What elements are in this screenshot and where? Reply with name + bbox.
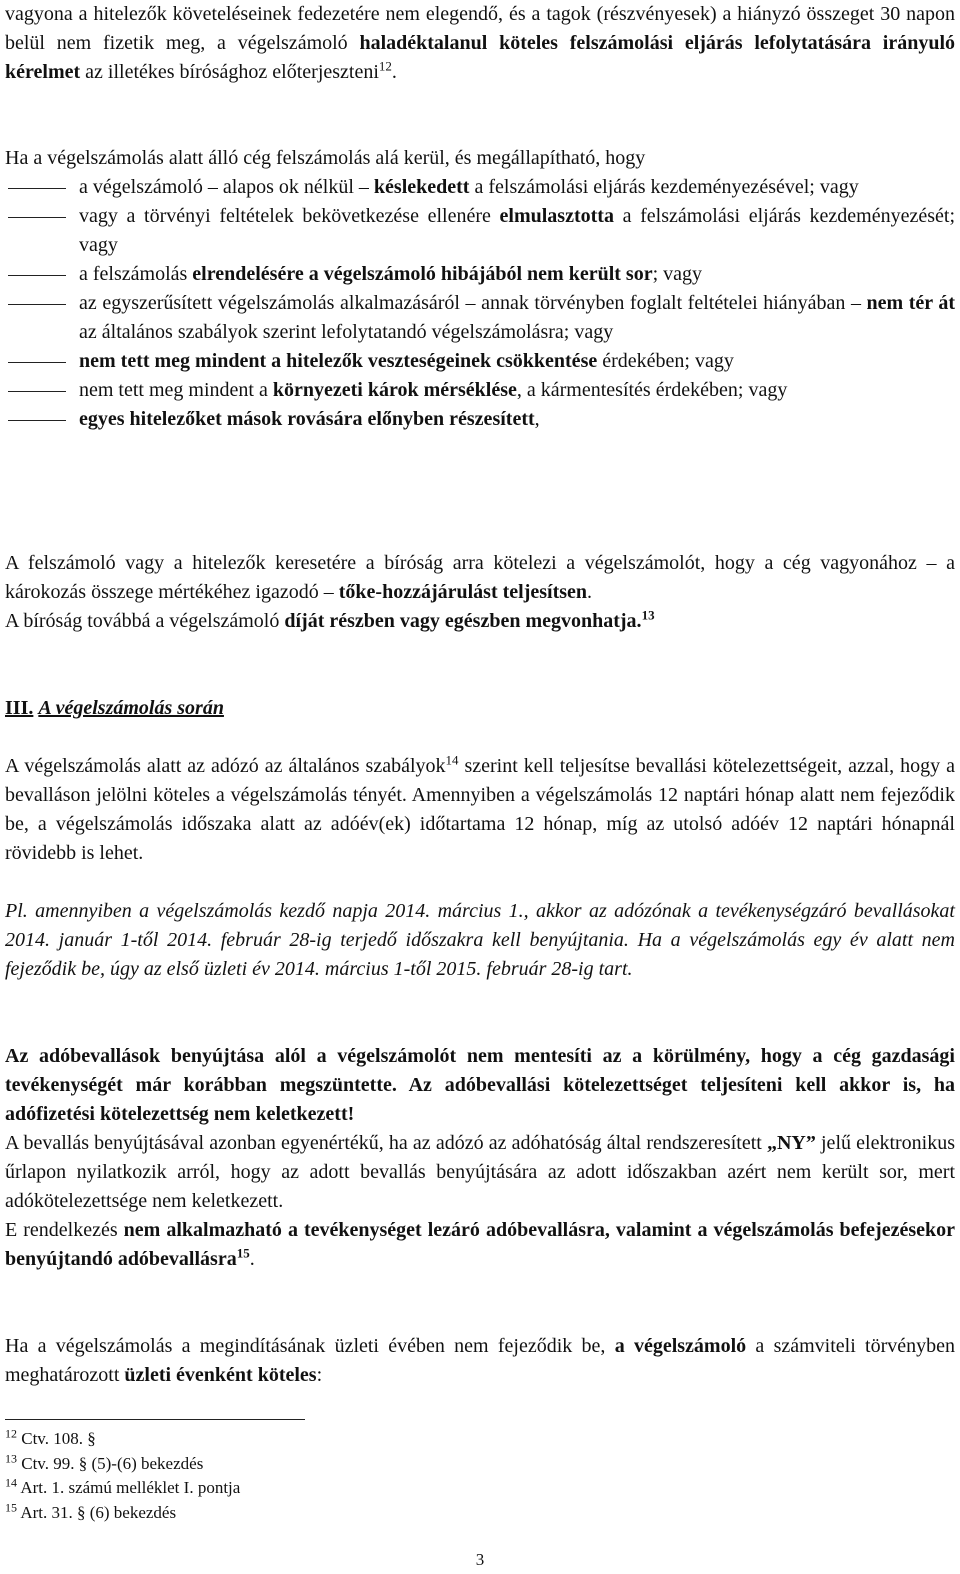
capital-contribution-section: [5, 549, 955, 636]
bold-text: egyes hitelezőket mások rovására előnyben részesített: [79, 408, 535, 430]
footnote-ref[interactable]: 14: [445, 752, 459, 768]
list-item: [5, 376, 955, 405]
text: a felszámolási eljárás kezdeményezésével; vagy: [469, 176, 859, 198]
bold-text: üzleti évenként köteles: [124, 1364, 317, 1386]
bold-text: nem alkalmazható a tevékenységet lezáró adóbevallásra, valamint a végelszámolás befejezésekor benyújtandó adóbevallásra: [5, 1219, 955, 1270]
text: A bevallás benyújtásával azonban egyenértékű, ha az adózó az adóhatóság által rendszeresített: [5, 1132, 767, 1154]
text: a végelszámoló – alapos ok nélkül –: [79, 176, 374, 198]
footnote-number: 15: [5, 1499, 17, 1514]
bold-text: tőke-hozzájárulást teljesítsen: [338, 581, 588, 603]
footnote-number: 13: [5, 1450, 17, 1465]
section-heading: [5, 694, 224, 723]
text: az illetékes bírósághoz előterjeszteni: [80, 61, 379, 83]
paragraph-exception: [5, 1216, 955, 1274]
bold-text: díját részben vagy egészben megvonhatja.: [284, 610, 642, 632]
paragraph-fee-withdrawal: [5, 607, 955, 636]
footnote-text: Art. 1. számú melléklet I. pontja: [20, 1478, 241, 1497]
paragraph-obligation: [5, 1042, 955, 1129]
text: érdekében; vagy: [597, 350, 734, 372]
liability-section: [5, 144, 955, 434]
footnote-ref[interactable]: 15: [236, 1245, 250, 1261]
text: A bíróság továbbá a végelszámoló: [5, 610, 285, 632]
text: A felszámoló vagy a hitelezők keresetére a bíróság arra kötelezi a végelszámolót, hogy a cég vagyonához – a károkozás összege mértékéhez igazodó –: [5, 552, 955, 603]
paragraph-business-year: [5, 1332, 955, 1390]
text: , a kármentesítés érdekében; vagy: [516, 379, 788, 401]
bold-text: Az adóbevallások benyújtása alól a végelszámolót nem mentesíti az a körülmény, hogy a cég gazdasági tevékenységét már korábban megszüntette. Az adóbevallási kötelezettséget teljesíteni kell akkor is, ha adófizetési kötelezettség nem keletkezett!: [5, 1045, 955, 1125]
section-title: A végelszámolás során: [38, 697, 224, 719]
section-number: III.: [5, 697, 34, 719]
text: nem tett meg mindent a: [79, 379, 273, 401]
paragraph-liquidation-request: [5, 0, 955, 87]
text: .: [587, 581, 593, 603]
text: .: [249, 1248, 255, 1270]
text: A végelszámolás alatt az adózó az általános szabályok: [5, 755, 446, 777]
footnote: [5, 1476, 240, 1501]
text: E rendelkezés: [5, 1219, 124, 1241]
bold-text: haladéktalanul köteles felszámolási eljárás lefolytatására irányuló kérelmet: [5, 32, 955, 83]
text: ; vagy: [652, 263, 703, 285]
footnote-ref[interactable]: 12: [378, 58, 392, 74]
footnote: [5, 1501, 240, 1526]
bold-text: nem tett meg mindent a hitelezők veszteségeinek csökkentése: [79, 350, 598, 372]
list-item: [5, 347, 955, 376]
text: a számviteli törvényben meghatározott: [5, 1335, 956, 1386]
text: a felszámolás: [79, 263, 193, 285]
bold-text: késlekedett: [373, 176, 470, 198]
text: vagyona a hitelezők követeléseinek fedezetére nem elegendő, és a tagok (részvényesek) a hiányzó összeget 30 napon belül nem fizetik meg, a végelszámoló: [5, 3, 955, 54]
text: az általános szabályok szerint lefolytatandó végelszámolásra; vagy: [79, 321, 614, 343]
footnote-number: 14: [5, 1475, 17, 1490]
footnote-number: 12: [5, 1426, 17, 1441]
list-item: [5, 202, 955, 260]
list-item: [5, 405, 955, 434]
footnote-text: Ctv. 99. § (5)-(6) bekezdés: [21, 1453, 204, 1473]
page-number: 3: [475, 1550, 485, 1569]
paragraph-ny-form: [5, 1129, 955, 1216]
text: .: [391, 61, 397, 83]
text: az egyszerűsített végelszámolás alkalmazásáról – annak törvényben foglalt feltételei hiányában –: [79, 292, 867, 314]
list-item: [5, 173, 955, 202]
paragraph-intro: Ha a végelszámolás alatt álló cég felszámolás alá kerül, és megállapítható, hogy: [5, 147, 646, 169]
footnote-divider: [5, 1419, 305, 1420]
bold-text: környezeti károk mérséklése: [272, 379, 517, 401]
text: szerint kell teljesítse bevallási kötelezettségeit, azzal, hogy a bevalláson jelölni köteles a végelszámolás tényét. Amennyiben a végelszámolás 12 naptári hónap alatt nem fejeződik be, a végelszámolás időszaka alatt az adóév(ek) időtartama 12 hónap, míg az utolsó adóév 12 naptári hónapnál rövidebb is lehet.: [5, 755, 955, 864]
footnotes: [5, 1427, 240, 1525]
bold-text: a végelszámoló: [614, 1335, 747, 1357]
paragraph-capital-contribution: [5, 549, 955, 607]
text: Ha a végelszámolás a megindításának üzleti évében nem fejeződik be,: [5, 1335, 615, 1357]
bold-text: elmulasztotta: [499, 205, 614, 227]
footnote: [5, 1452, 240, 1477]
text: jelű elektronikus űrlapon nyilatkozik arról, hogy az adott bevallás benyújtására az adott időszakban azért nem került sor, mert adókötelezettsége nem keletkezett.: [5, 1132, 956, 1212]
text: ,: [534, 408, 540, 430]
text: vagy a törvényi feltételek bekövetkezése ellenére: [79, 205, 500, 227]
text: :: [316, 1364, 323, 1386]
obligation-section: [5, 1042, 955, 1274]
bold-text: elrendelésére a végelszámoló hibájából nem került sor: [192, 263, 653, 285]
condition-list: [5, 173, 955, 434]
footnote-text: Art. 31. § (6) bekezdés: [20, 1502, 177, 1522]
footnote: [5, 1427, 240, 1452]
footnote-ref[interactable]: 13: [641, 607, 655, 623]
text: a felszámolási eljárás kezdeményezését; vagy: [79, 205, 956, 256]
paragraph-tax-returns: [5, 752, 955, 868]
bold-text: nem tér át: [866, 292, 955, 314]
paragraph-example: Pl. amennyiben a végelszámolás kezdő napja 2014. március 1., akkor az adózónak a tevékenységzáró bevallásokat 2014. január 1-től 2014. február 28-ig terjedő időszakra kell benyújtania. Ha a végelszámolás egy év alatt nem fejeződik be, úgy az első üzleti év 2014. március 1-től 2015. február 28-ig tart.: [5, 900, 955, 980]
footnote-text: Ctv. 108. §: [21, 1429, 96, 1448]
list-item: [5, 260, 955, 289]
list-item: [5, 289, 955, 347]
bold-text: „NY”: [766, 1132, 816, 1154]
